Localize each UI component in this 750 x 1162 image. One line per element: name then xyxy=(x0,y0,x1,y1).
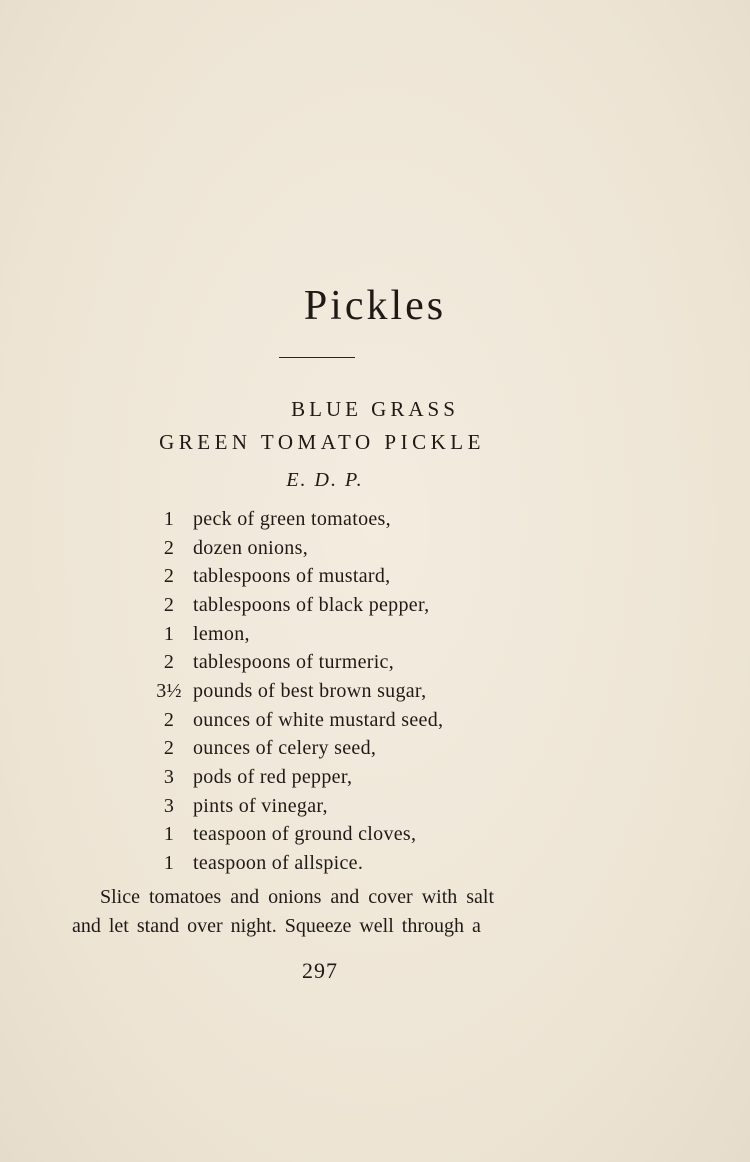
ingredient-quantity: 2 xyxy=(163,651,175,674)
ingredient-item xyxy=(145,677,545,706)
ingredient-quantity: 3 xyxy=(163,794,175,817)
chapter-title: Pickles xyxy=(303,283,447,329)
ingredient-list xyxy=(145,505,545,878)
recipe-instructions xyxy=(72,883,572,941)
ingredient-item xyxy=(145,591,545,620)
ingredient-description: lemon, xyxy=(193,622,250,645)
ingredient-description: tablespoons of turmeric, xyxy=(193,651,395,674)
ingredient-item xyxy=(145,534,545,563)
ingredient-quantity: 2 xyxy=(163,565,175,588)
ingredient-description: pods of red pepper, xyxy=(193,766,353,789)
ingredient-quantity: 1 xyxy=(163,852,175,875)
page-number: 297 xyxy=(302,958,338,983)
instruction-line-2: and let stand over night. Squeeze well through a xyxy=(72,915,481,937)
ingredient-description: tablespoons of mustard, xyxy=(193,565,391,588)
ingredient-description: dozen onions, xyxy=(193,536,308,559)
ingredient-quantity: 2 xyxy=(163,536,175,559)
ingredient-quantity: 1 xyxy=(163,823,175,846)
ingredient-item xyxy=(145,763,545,792)
recipe-title-line-2: GREEN TOMATO PICKLE xyxy=(159,430,485,454)
ingredient-description: ounces of celery seed, xyxy=(193,737,377,760)
ingredient-quantity: 2 xyxy=(163,708,175,731)
title-divider xyxy=(279,357,355,358)
ingredient-quantity: 2 xyxy=(163,593,175,616)
ingredient-item xyxy=(145,648,545,677)
recipe-title-line-1: BLUE GRASS xyxy=(291,397,459,421)
recipe-author: E. D. P. xyxy=(286,469,364,491)
ingredient-description: peck of green tomatoes, xyxy=(193,507,391,530)
ingredient-item xyxy=(145,821,545,850)
ingredient-item xyxy=(145,505,545,534)
ingredient-item xyxy=(145,735,545,764)
ingredient-item xyxy=(145,620,545,649)
ingredient-quantity: 2 xyxy=(163,737,175,760)
instruction-line-1: Slice tomatoes and onions and cover with salt xyxy=(100,886,495,908)
ingredient-description: pints of vinegar, xyxy=(193,794,328,817)
ingredient-item xyxy=(145,792,545,821)
ingredient-quantity: 3 xyxy=(163,766,175,789)
ingredient-description: ounces of white mustard seed, xyxy=(193,708,444,731)
ingredient-description: teaspoon of allspice. xyxy=(193,852,364,875)
ingredient-quantity: 3½ xyxy=(156,679,182,702)
ingredient-item xyxy=(145,849,545,878)
ingredient-description: teaspoon of ground cloves, xyxy=(193,823,417,846)
ingredient-quantity: 1 xyxy=(163,622,175,645)
ingredient-item xyxy=(145,706,545,735)
ingredient-description: tablespoons of black pepper, xyxy=(193,593,430,616)
ingredient-quantity: 1 xyxy=(163,507,175,530)
ingredient-description: pounds of best brown sugar, xyxy=(193,679,427,702)
ingredient-item xyxy=(145,562,545,591)
